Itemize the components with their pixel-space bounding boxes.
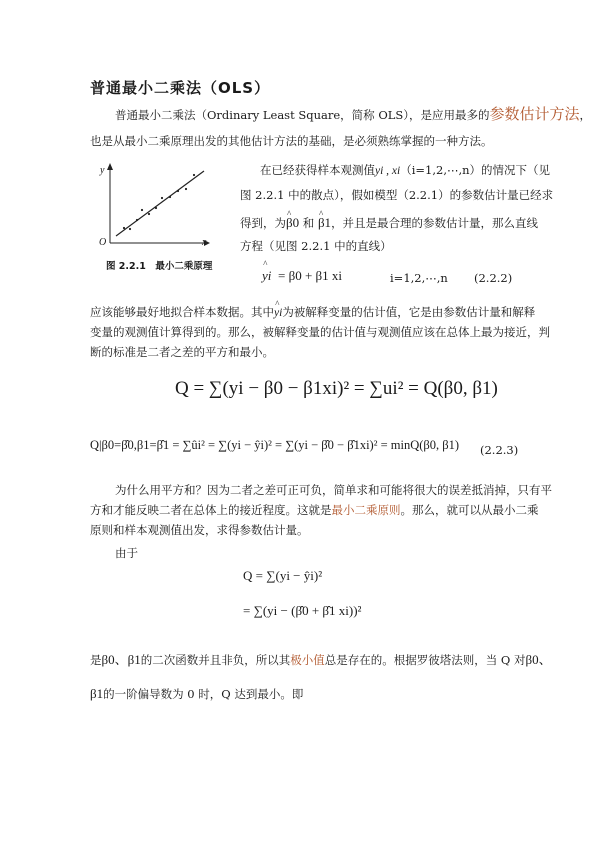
para4-line2-text2: 。那么，就可以从最小二乘: [400, 503, 539, 517]
scatter-point: [193, 174, 195, 176]
scatter-point: [148, 213, 150, 215]
var-yi-xi: yi , xi: [375, 165, 401, 177]
para5-line2: [90, 684, 303, 704]
y-axis-arrow: [107, 163, 113, 170]
and-word: 和: [302, 216, 315, 230]
para4-line2: [90, 500, 539, 520]
beta1-hat-inline: β1: [90, 686, 104, 701]
eq222-label: (2.2.2): [474, 271, 513, 285]
para2-line2: 图 2.2.1 中的散点），假如模型（2.2.1）的参数估计量已经求: [240, 188, 554, 202]
highlight-minimum-value: 极小值: [290, 653, 325, 667]
para5-line1-text2: 的二次函数并且非负，所以其: [140, 653, 291, 667]
para1-line2: 也是从最小二乘原理出发的其他估计方法的基础，是必须熟练掌握的一种方法。: [90, 134, 493, 148]
eq222-lhs: [262, 268, 271, 284]
para2-line3-text: 得到，为: [240, 216, 286, 230]
para2-line3-text2: ，并且是最合理的参数估计量，那么直线: [331, 216, 539, 230]
highlight-least-squares-principle: 最小二乘原则: [331, 503, 401, 517]
para5-line2-text: 的一阶偏导数为 0 时，Q 达到最小。即: [103, 687, 304, 701]
scatter-point: [155, 207, 157, 209]
eq222-yhat: ^ yi: [262, 268, 271, 284]
beta1-hat: ^ β1: [318, 213, 331, 233]
para4-line2-text: 方和才能反映二者在总体上的接近程度。这就是: [90, 503, 332, 517]
para3-line1-text: 应该能够最好地拟合样本数据。其中: [90, 305, 274, 319]
var-yhat: ^ yi: [274, 303, 282, 323]
para1-line1-text: 普通最小二乘法（Ordinary Least Square，简称 OLS），是应用最多的: [115, 108, 490, 122]
scatter-point: [123, 227, 125, 229]
para4-line3: 原则和样本观测值出发，求得参数估计量。: [90, 523, 309, 537]
scatter-point: [129, 228, 131, 230]
para3-line1-text2: 为被解释变量的估计值，它是由参数估计量和解释: [282, 305, 536, 319]
eq222-rhs: = β0 + β1 xi: [278, 268, 343, 283]
scatter-point: [161, 197, 163, 199]
beta0-hat: ^ β0: [286, 213, 299, 233]
scatter-point: [136, 219, 138, 221]
para3-line2: 变量的观测值计算得到的。那么，被解释变量的估计值与观测值应该在总体上最为接近，判: [90, 325, 550, 339]
eq222-range: i=1,2,⋯,n: [390, 271, 448, 285]
para4-line1: 为什么用平方和？因为二者之差可正可负，简单求和可能将很大的误差抵消掉，只有平: [115, 483, 552, 497]
figure-y-label: y: [100, 165, 105, 176]
para5-line1: [90, 650, 552, 670]
para1-line1: [115, 104, 591, 125]
regression-line: [116, 171, 204, 236]
figure-origin-label: O: [99, 237, 107, 248]
para2-line1-text2: （i=1,2,⋯,n）的情况下（见: [400, 163, 551, 177]
para5-line1-text: 是: [90, 653, 102, 667]
para2-line1: [260, 160, 550, 181]
eq-q-definition: Q = ∑(yi − β0 − β1xi)² = ∑ui² = Q(β0, β1): [175, 378, 498, 399]
beta0-hat-inline: β0、: [525, 652, 552, 667]
beta-hats: β0、β1: [101, 652, 141, 667]
para3-line3: 断的标准是二者之差的平方和最小。: [90, 345, 274, 359]
figure-x-label: x: [202, 237, 207, 248]
para2-line1-text: 在已经获得样本观测值: [260, 163, 375, 177]
para5-line1-text3: 总是存在的。根据罗彼塔法则，当 Q 对: [324, 653, 526, 667]
eq223: Q|β0=β̂0,β1=β̂1 = ∑ûi² = ∑(yi − ŷi)² = ∑(yi − β̂0 − β̂1xi)² = minQ(β0, β1): [90, 438, 460, 452]
eq223-label: (2.2.3): [480, 443, 519, 457]
scatter-point: [185, 188, 187, 190]
para3-line1: [90, 302, 535, 323]
para2-line3: [240, 213, 538, 233]
scatter-point: [177, 190, 179, 192]
scatter-point: [169, 196, 171, 198]
least-squares-figure: [92, 158, 212, 253]
highlight-parameter-estimation: 参数估计方法: [489, 105, 580, 123]
eq-q-line1: Q = ∑(yi − ŷi)²: [243, 568, 323, 583]
para2-line4: 方程（见图 2.2.1 中的直线）: [240, 239, 392, 253]
scatter-point: [141, 209, 143, 211]
section-title: 普通最小二乘法（OLS）: [90, 79, 271, 97]
eq-q-line2: = ∑(yi − (β̂0 + β̂1 xi))²: [243, 603, 362, 618]
figure-caption: 图 2.2.1 最小二乘原理: [106, 261, 213, 272]
since-text: 由于: [115, 546, 138, 560]
para1-line1-end: ，: [579, 108, 592, 122]
